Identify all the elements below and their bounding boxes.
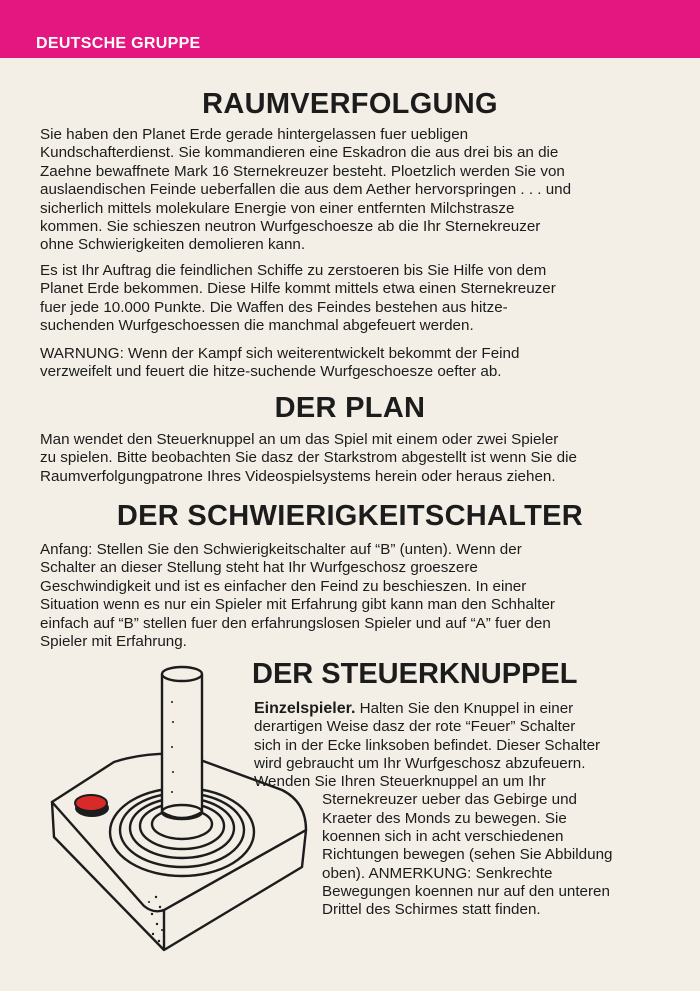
text-line: sich in der Ecke linksoben befindet. Dieser Schalter [254,736,601,754]
text-line: verzweifelt und feuert die hitze-suchende Wurfgeschoesze oefter ab. [40,363,502,381]
text-line: wird gebraucht um Ihr Wurfgeschosz abzufeuern. [254,754,586,772]
text-line: Sie haben den Planet Erde gerade hintergelassen fuer uebligen [40,126,469,143]
header-label: DEUTSCHE GRUPPE [36,35,201,52]
text-line: Bewegungen koennen nur auf den unteren [322,882,610,900]
text-line: Kraeter des Monds zu bewegen. Sie [322,809,567,827]
text-line: Man wendet den Steuerknuppel an um das Spiel mit einem oder zwei Spieler [40,431,559,448]
text-line: Spieler mit Erfahrung. [40,633,187,651]
text-line: Raumverfolgungpatrone Ihres Videospielsystems herein oder heraus ziehen. [40,467,556,485]
title-steuerknuppel: DER STEUERKNUPPEL [252,658,578,690]
steuerknuppel-lead-line [254,700,674,718]
lead-rest: Halten Sie den Knuppel in einer [355,700,574,717]
text-line: Richtungen bewegen (sehen Sie Abbildung [322,846,613,864]
text-line: suchenden Wurfgeschoessen die manchmal abgefeuert werden. [40,317,474,335]
text-line: Sternekreuzer ueber das Gebirge und [322,791,577,809]
text-line: Anfang: Stellen Sie den Schwierigkeitschalter auf “B” (unten). Wenn der [40,541,522,558]
text-line: auslaendischen Feinde ueberfallen die aus dem Aether hervorspringen . . . und [40,181,572,199]
steuerknuppel-paragraph [254,700,674,920]
schalter-paragraph [40,541,668,651]
raumverfolgung-warning [40,345,668,382]
text-line: kommen. Sie schieszen neutron Wurfgeschoesze ab die Ihr Sternekreuzer [40,218,541,236]
raumverfolgung-paragraph-1 [40,126,668,255]
text-line: Schalter an dieser Stellung steht hat Ihr Wurfgeschosz groeszere [40,559,478,577]
text-line: Wenden Sie Ihren Steuerknuppel an um Ihr [254,773,546,791]
text-line: fuer jede 10.000 Punkte. Die Waffen des Feindes bestehen aus hitze- [40,298,508,316]
text-line: zu spielen. Bitte beobachten Sie dasz der Starkstrom abgestellt ist wenn Sie die [40,449,577,467]
title-raumverfolgung: RAUMVERFOLGUNG [202,88,498,120]
text-line: WARNUNG: Wenn der Kampf sich weiterentwickelt bekommt der Feind [40,345,520,362]
text-line: Geschwindigkeit und ist es einfacher den Feind zu beschieszen. In einer [40,577,527,595]
title-der-plan: DER PLAN [274,392,426,424]
text-line: Situation wenn es nur ein Spieler mit Erfahrung gibt kann man den Schhalter [40,596,555,614]
text-line: Kundschafterdienst. Sie kommandieren eine Eskadron die aus drei bis an die [40,144,559,162]
plan-paragraph [40,431,668,486]
text-line: derartigen Weise dasz der rote “Feuer” Schalter [254,718,576,736]
text-line: Zaehne bewaffnete Mark 16 Sternekreuzer besteht. Ploetzlich werden Sie von [40,162,565,180]
text-line: Es ist Ihr Auftrag die feindlichen Schiffe zu zerstoeren bis Sie Hilfe von dem [40,262,547,279]
text-line: koennen sich in acht verschiedenen [322,828,564,846]
raumverfolgung-paragraph-2 [40,262,668,336]
steuerknuppel-indented-lines [254,791,674,919]
text-line: oben). ANMERKUNG: Senkrechte [322,864,553,882]
text-line: sicherlich mittels molekulare Energie von einer entfernten Milchstrasze [40,199,515,217]
text-line: einfach auf “B” stellen fuer den erfahrungslosen Spieler und auf “A” fuer den [40,614,551,632]
steuerknuppel-lines [254,718,674,791]
text-line: ohne Schwierigkeiten demolieren kann. [40,236,306,254]
title-schwierigkeitschalter: DER SCHWIERIGKEITSCHALTER [116,500,584,532]
text-line: Planet Erde bekommen. Diese Hilfe kommt mittels etwa einen Sternekreuzer [40,280,556,298]
text-line: Drittel des Schirmes statt finden. [322,901,541,919]
lead-einzelspieler: Einzelspieler. [254,700,356,717]
